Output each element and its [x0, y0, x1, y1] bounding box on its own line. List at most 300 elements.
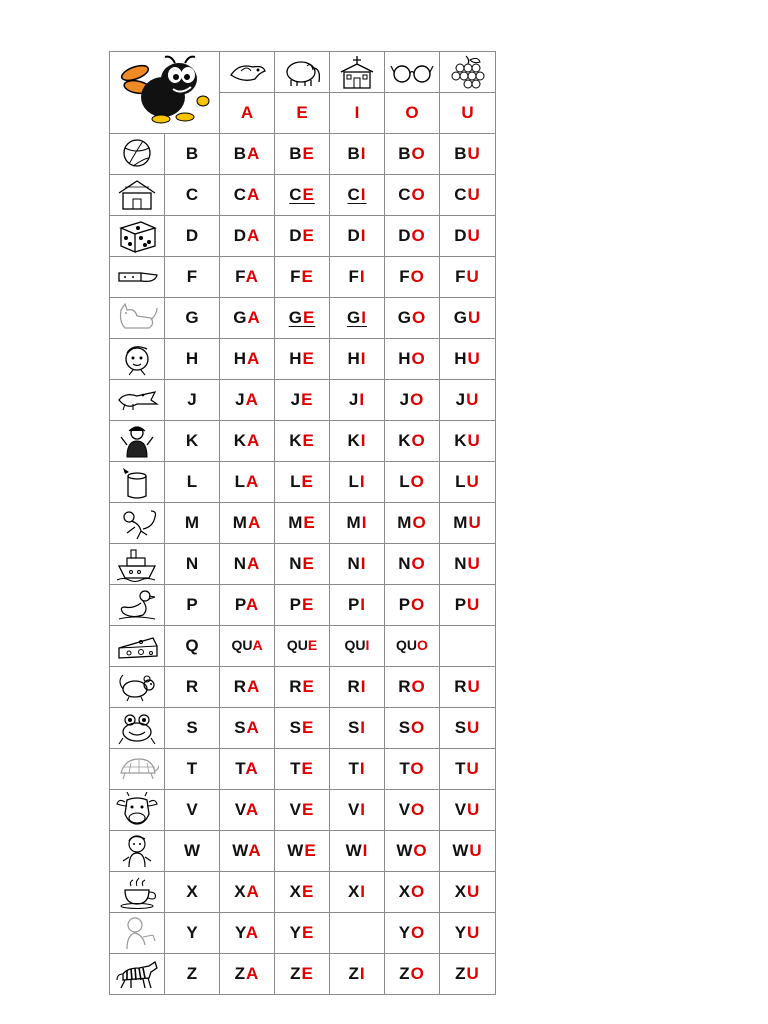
picture-cell — [110, 503, 165, 544]
syllable-cell-o — [385, 134, 440, 175]
syllable-vowel: U — [467, 677, 481, 696]
picture-cell — [110, 790, 165, 831]
syllable — [455, 964, 480, 983]
syllable-vowel: U — [467, 185, 481, 204]
syllable — [235, 923, 259, 942]
syllable-cell-a — [220, 954, 275, 995]
consonant-row — [110, 257, 496, 298]
consonant-label: R — [185, 677, 199, 696]
syllable-vowel: A — [247, 554, 261, 573]
syllable-vowel: U — [466, 472, 480, 491]
syllable-cell-a — [220, 708, 275, 749]
syllable-consonant: V — [234, 800, 246, 819]
mascot-cell — [110, 52, 220, 134]
syllable-vowel: U — [467, 595, 481, 614]
picture-cell — [110, 134, 165, 175]
syllable-vowel: E — [302, 185, 315, 204]
syllable — [398, 677, 426, 696]
consonant-row — [110, 298, 496, 339]
consonant-label: M — [184, 513, 200, 532]
syllable — [348, 595, 366, 614]
syllable-vowel: U — [466, 390, 480, 409]
picture-cell — [110, 585, 165, 626]
consonant-row — [110, 175, 496, 216]
syllable — [398, 554, 426, 573]
picture-cell — [110, 421, 165, 462]
syllable-consonant: H — [289, 349, 303, 368]
syllable — [289, 144, 315, 163]
syllable-cell-a — [220, 790, 275, 831]
picture-cell — [110, 831, 165, 872]
syllable-vowel: I — [360, 718, 367, 737]
syllable-cell-e — [275, 626, 330, 667]
syllable-vowel: U — [467, 431, 481, 450]
picture-cell — [110, 544, 165, 585]
syllable-consonant: D — [454, 226, 468, 245]
consonant-row — [110, 954, 496, 995]
syllable-cell-o — [385, 585, 440, 626]
syllable-cell-i — [330, 503, 385, 544]
syllable-cell-u — [440, 667, 496, 708]
syllable-consonant: N — [398, 554, 412, 573]
syllable-consonant: M — [232, 513, 248, 532]
consonant-cell — [165, 790, 220, 831]
syllable-cell-e — [275, 831, 330, 872]
syllable-vowel: O — [411, 554, 426, 573]
syllable-vowel: E — [302, 144, 315, 163]
consonant-row — [110, 339, 496, 380]
monkey-icon — [115, 505, 159, 541]
syllable-consonant: G — [288, 308, 303, 327]
consonant-row — [110, 503, 496, 544]
syllable-cell-e — [275, 380, 330, 421]
syllable-cell-u — [440, 708, 496, 749]
consonant-cell — [165, 872, 220, 913]
syllable-cell-a — [220, 585, 275, 626]
picture-cell — [110, 462, 165, 503]
syllable-cell-i — [330, 175, 385, 216]
syllable-vowel: I — [360, 431, 367, 450]
syllable-consonant: C — [233, 185, 247, 204]
syllable-vowel: E — [302, 882, 315, 901]
syllable-consonant: QU — [344, 637, 366, 653]
syllable-consonant: Z — [348, 964, 360, 983]
syllable-vowel: A — [246, 882, 260, 901]
syllable-cell-o — [385, 503, 440, 544]
syllable — [399, 595, 426, 614]
syllable — [348, 800, 366, 819]
syllable — [347, 513, 368, 532]
syllable-vowel: O — [411, 718, 426, 737]
syllable-cell-a — [220, 626, 275, 667]
syllable-vowel: A — [247, 185, 261, 204]
picture-cell — [110, 380, 165, 421]
syllable-vowel: U — [467, 349, 481, 368]
consonant-label: S — [186, 718, 198, 737]
consonant-label: W — [183, 841, 201, 860]
syllable-vowel: O — [412, 513, 427, 532]
syllable — [235, 472, 260, 491]
syllable — [455, 267, 480, 286]
syllable-vowel: U — [467, 718, 481, 737]
syllable-cell-e — [275, 298, 330, 339]
consonant-label: Q — [185, 636, 199, 655]
syllable-cell-u — [440, 831, 496, 872]
syllable — [348, 759, 365, 778]
consonant-label: F — [186, 267, 198, 286]
syllable-consonant: T — [348, 759, 360, 778]
syllable — [234, 882, 260, 901]
syllable — [454, 431, 481, 450]
syllable-consonant: W — [452, 841, 470, 860]
syllable-consonant: J — [235, 390, 246, 409]
picture-cell — [110, 872, 165, 913]
consonant-cell — [165, 831, 220, 872]
syllable-cell-a — [220, 831, 275, 872]
syllable-cell-o — [385, 667, 440, 708]
syllable-consonant: F — [455, 267, 467, 286]
syllable-cell-o — [385, 380, 440, 421]
syllable-vowel: O — [411, 923, 426, 942]
syllable-vowel: E — [302, 718, 315, 737]
syllable-vowel: O — [411, 677, 426, 696]
syllable-cell-e — [275, 462, 330, 503]
syllable-cell-o — [385, 544, 440, 585]
syllable-consonant: M — [453, 513, 469, 532]
syllable-cell-o — [385, 954, 440, 995]
syllable-consonant: B — [347, 144, 361, 163]
consonant-cell — [165, 216, 220, 257]
syllable-vowel: U — [467, 144, 481, 163]
syllable — [398, 349, 426, 368]
syllable-vowel: I — [365, 637, 370, 653]
syllable-cell-e — [275, 339, 330, 380]
syllable-cell-e — [275, 913, 330, 954]
syllable-consonant: X — [234, 882, 247, 901]
syllable-cell-u — [440, 257, 496, 298]
syllable-vowel: I — [359, 472, 366, 491]
vowel-header-o — [385, 93, 440, 134]
turtle-icon — [115, 751, 159, 787]
ship-icon — [115, 546, 159, 582]
syllable-cell-i — [330, 626, 385, 667]
syllable-consonant: L — [290, 472, 302, 491]
syllable — [398, 308, 426, 327]
syllable-vowel: U — [466, 267, 480, 286]
consonant-cell — [165, 257, 220, 298]
syllable — [290, 759, 314, 778]
mouse-icon — [115, 669, 159, 705]
syllable-consonant: T — [290, 759, 302, 778]
syllable-consonant: T — [455, 759, 467, 778]
syllable-consonant: V — [398, 800, 412, 819]
syllable-vowel: E — [302, 308, 316, 327]
syllable — [290, 882, 315, 901]
syllable-vowel: U — [467, 308, 482, 327]
syllable-cell-o — [385, 831, 440, 872]
syllable-table-body — [110, 52, 496, 995]
syllable-vowel: E — [303, 513, 316, 532]
syllable — [452, 841, 482, 860]
syllable-cell-e — [275, 216, 330, 257]
syllable-cell-i — [330, 257, 385, 298]
syllable-cell-o — [385, 872, 440, 913]
syllable — [289, 554, 315, 573]
syllable — [454, 226, 481, 245]
syllable-vowel: I — [362, 841, 369, 860]
syllable-cell-a — [220, 667, 275, 708]
syllable — [235, 800, 259, 819]
syllable — [455, 882, 481, 901]
syllable-consonant: R — [347, 677, 361, 696]
header-icon-cell-e — [275, 52, 330, 93]
consonant-cell — [165, 626, 220, 667]
syllable-cell-e — [275, 708, 330, 749]
consonant-row — [110, 216, 496, 257]
syllable-consonant: C — [347, 185, 361, 204]
syllable-vowel: O — [413, 841, 428, 860]
syllable-consonant: Y — [398, 923, 412, 942]
syllable-cell-o — [385, 913, 440, 954]
syllable-consonant: F — [290, 267, 302, 286]
consonant-cell — [165, 667, 220, 708]
syllable — [234, 349, 261, 368]
syllable-vowel: O — [411, 349, 426, 368]
consonant-label: L — [186, 472, 198, 491]
vowel-header-a — [220, 93, 275, 134]
syllable-vowel: O — [411, 800, 426, 819]
syllable-consonant: L — [399, 472, 411, 491]
syllable-cell-u — [440, 585, 496, 626]
syllable-table — [109, 51, 496, 995]
syllable-consonant: N — [454, 554, 468, 573]
syllable-cell-i — [330, 913, 385, 954]
syllable — [347, 349, 366, 368]
syllable-vowel: I — [361, 513, 368, 532]
syllable — [235, 595, 259, 614]
syllable-consonant: K — [347, 431, 361, 450]
syllable-cell-a — [220, 462, 275, 503]
glasses-icon — [389, 58, 435, 86]
consonant-row — [110, 380, 496, 421]
syllable-vowel: A — [252, 637, 263, 653]
syllable-consonant: C — [454, 185, 468, 204]
consonant-row — [110, 585, 496, 626]
syllable-cell-o — [385, 626, 440, 667]
consonant-row — [110, 667, 496, 708]
syllable-cell-u — [440, 954, 496, 995]
header-icon-cell-o — [385, 52, 440, 93]
syllable-vowel: E — [302, 431, 315, 450]
consonant-row — [110, 134, 496, 175]
consonant-label: D — [185, 226, 199, 245]
consonant-label: V — [186, 800, 198, 819]
syllable-cell-a — [220, 339, 275, 380]
syllable — [234, 185, 261, 204]
cat-icon — [115, 300, 159, 336]
syllable-vowel: E — [307, 637, 318, 653]
syllable-vowel: U — [467, 554, 481, 573]
syllable-vowel: U — [468, 513, 482, 532]
syllable-cell-u — [440, 872, 496, 913]
house-icon — [115, 177, 159, 213]
syllable-vowel: A — [247, 431, 261, 450]
syllable-consonant: H — [233, 349, 247, 368]
consonant-row — [110, 708, 496, 749]
syllable-cell-o — [385, 790, 440, 831]
syllable — [290, 267, 314, 286]
syllable-consonant: Z — [399, 964, 411, 983]
dice-icon — [115, 218, 159, 254]
syllable-vowel: E — [301, 472, 314, 491]
syllable-consonant: N — [289, 554, 303, 573]
syllable-consonant: QU — [396, 637, 418, 653]
syllable-consonant: D — [289, 226, 303, 245]
syllable-cell-e — [275, 503, 330, 544]
syllable-vowel: I — [360, 185, 367, 204]
syllable-vowel: O — [411, 595, 426, 614]
person-icon — [115, 423, 159, 459]
syllable-consonant: S — [347, 718, 361, 737]
syllable-consonant: R — [289, 677, 303, 696]
vowel-header-u — [440, 93, 496, 134]
header-icon-row — [110, 52, 496, 93]
syllable — [347, 185, 366, 204]
syllable-vowel: I — [359, 267, 366, 286]
duck-icon — [115, 587, 159, 623]
syllable — [455, 718, 481, 737]
syllable-vowel: O — [410, 759, 425, 778]
syllable — [234, 554, 261, 573]
syllable — [348, 718, 366, 737]
consonant-cell — [165, 339, 220, 380]
syllable — [346, 841, 369, 860]
syllable-consonant: T — [235, 759, 246, 778]
syllable-consonant: S — [454, 718, 468, 737]
syllable — [455, 595, 481, 614]
syllable-cell-i — [330, 585, 385, 626]
syllable-cell-o — [385, 462, 440, 503]
syllable-consonant: F — [348, 267, 360, 286]
syllable-consonant: K — [398, 431, 412, 450]
syllable — [348, 267, 365, 286]
syllable-consonant: Z — [455, 964, 467, 983]
syllable-vowel: I — [360, 882, 367, 901]
syllable-cell-a — [220, 421, 275, 462]
syllable-vowel: O — [411, 226, 426, 245]
syllable-cell-a — [220, 503, 275, 544]
syllable-consonant: P — [289, 595, 302, 614]
syllable-cell-o — [385, 708, 440, 749]
syllable-vowel: O — [410, 390, 425, 409]
syllable — [454, 349, 481, 368]
syllable-cell-o — [385, 298, 440, 339]
syllable-vowel: E — [302, 595, 315, 614]
syllable-consonant: P — [398, 595, 412, 614]
can-icon — [115, 464, 159, 500]
syllable-cell-i — [330, 339, 385, 380]
syllable-cell-u — [440, 134, 496, 175]
syllable-cell-u — [440, 421, 496, 462]
syllable-consonant: P — [347, 595, 361, 614]
syllable-cell-a — [220, 175, 275, 216]
syllable-vowel: A — [245, 923, 260, 942]
syllable — [399, 718, 426, 737]
picture-cell — [110, 298, 165, 339]
consonant-label: Y — [186, 923, 198, 942]
consonant-label: Z — [186, 964, 198, 983]
syllable-cell-i — [330, 831, 385, 872]
syllable — [290, 718, 315, 737]
syllable — [347, 144, 366, 163]
syllable — [455, 923, 481, 942]
syllable-cell-e — [275, 585, 330, 626]
syllable — [235, 390, 259, 409]
picture-cell — [110, 175, 165, 216]
syllable-consonant: H — [398, 349, 412, 368]
vowel-label: O — [405, 103, 419, 122]
syllable-vowel: A — [246, 718, 260, 737]
vowel-header-e — [275, 93, 330, 134]
syllable-vowel: I — [361, 308, 367, 327]
syllable-cell-i — [330, 421, 385, 462]
syllable — [399, 759, 424, 778]
syllable — [454, 144, 481, 163]
consonant-label: G — [185, 308, 199, 327]
syllable-consonant: S — [289, 718, 302, 737]
syllable — [347, 554, 366, 573]
syllable-consonant: F — [235, 267, 246, 286]
syllable-consonant: J — [455, 390, 467, 409]
syllable — [233, 513, 261, 532]
syllable-consonant: Y — [454, 923, 468, 942]
syllable-vowel: O — [417, 637, 428, 653]
syllable — [455, 800, 481, 819]
syllable-cell-o — [385, 175, 440, 216]
syllable-vowel: U — [467, 923, 481, 942]
syllable-vowel: O — [411, 882, 426, 901]
syllable-vowel: O — [411, 431, 426, 450]
syllable-vowel: I — [359, 964, 366, 983]
syllable-consonant: J — [348, 390, 360, 409]
syllable — [453, 513, 481, 532]
cheese-icon — [115, 628, 159, 664]
syllable-vowel: E — [301, 759, 314, 778]
syllable — [287, 841, 316, 860]
syllable-cell-u — [440, 380, 496, 421]
syllable-consonant: R — [233, 677, 247, 696]
picture-cell — [110, 339, 165, 380]
header-icon-cell-a — [220, 52, 275, 93]
syllable — [398, 144, 426, 163]
syllable — [345, 637, 370, 653]
syllable-cell-u — [440, 544, 496, 585]
syllable-consonant: S — [398, 718, 412, 737]
syllable — [348, 964, 365, 983]
syllable-vowel: U — [467, 882, 481, 901]
syllable-cell-i — [330, 134, 385, 175]
syllable-consonant: M — [288, 513, 304, 532]
syllable — [348, 882, 366, 901]
consonant-row — [110, 544, 496, 585]
syllable-consonant: X — [454, 882, 468, 901]
consonant-cell — [165, 380, 220, 421]
syllable — [349, 390, 365, 409]
syllable-cell-u — [440, 626, 496, 667]
syllable-cell-e — [275, 749, 330, 790]
child-icon — [115, 833, 159, 869]
syllable-cell-i — [330, 790, 385, 831]
